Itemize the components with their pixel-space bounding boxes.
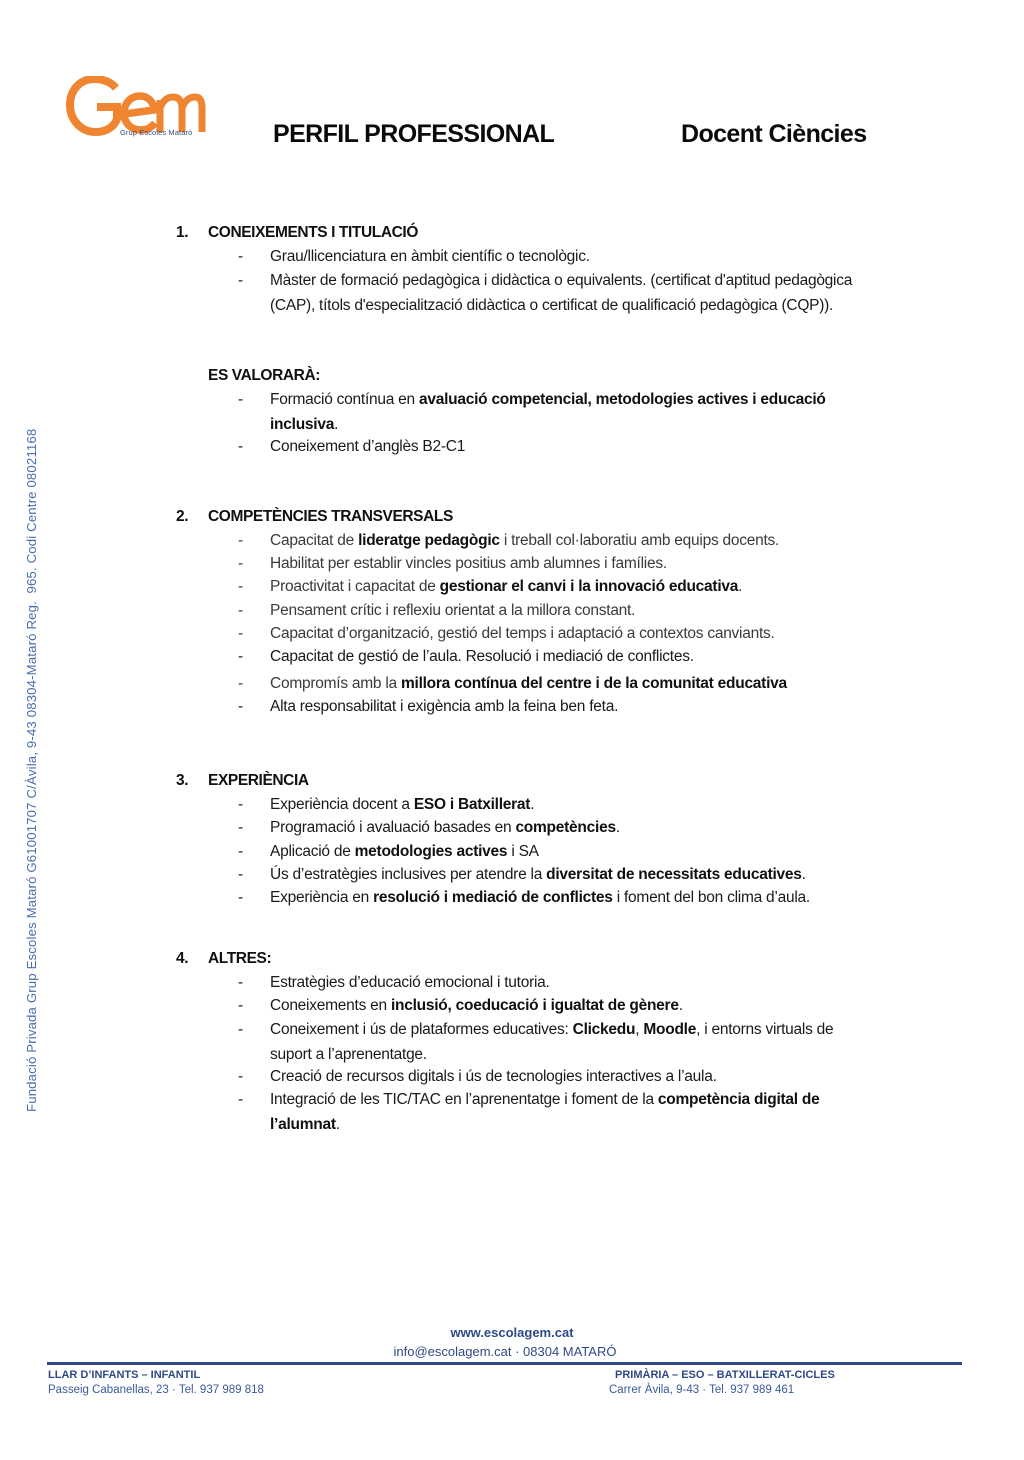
list-item: - Aplicació de metodologies actives i SA [238, 843, 539, 860]
page-title: PERFIL PROFESSIONAL [273, 120, 555, 148]
contact-email-link[interactable]: info@escolagem.cat · 08304 MATARÓ [393, 1344, 617, 1359]
list-item: - Capacitat de gestió de l’aula. Resolució i mediació de conflictes. [238, 648, 694, 665]
footer-right-title: PRIMÀRIA – ESO – BATXILLERAT-CICLES [615, 1369, 835, 1381]
list-item: - Experiència en resolució i mediació de conflictes i foment del bon clima d’aula. [238, 889, 810, 906]
list-item: - Habilitat per establir vincles positius amb alumnes i famílies. [238, 555, 667, 572]
list-item: - Coneixement i ús de plataformes educatives: Clickedu, Moodle, i entorns virtuals de suport a l’aprenentatge. [238, 1021, 834, 1063]
list-item: - Estratègies d’educació emocional i tutoria. [238, 974, 550, 991]
list-item: - Capacitat d’organització, gestió del temps i adaptació a contextos canviants. [238, 625, 775, 642]
list-item: - Ús d’estratègies inclusives per atendre la diversitat de necessitats educatives. [238, 866, 806, 883]
list-item: - Experiència docent a ESO i Batxillerat. [238, 796, 535, 813]
list-item: - Integració de les TIC/TAC en l’aprenentatge i foment de la competència digital de l’alumnat. [238, 1091, 820, 1133]
list-item: - Formació contínua en avaluació competencial, metodologies actives i educació inclusiva. [238, 391, 826, 433]
position-title: Docent Ciències [681, 120, 867, 148]
list-item: - Coneixements en inclusió, coeducació i igualtat de gènere. [238, 997, 683, 1014]
section-heading-3: 3. EXPERIÈNCIA [176, 772, 309, 789]
subsection-heading-es-valorara: ES VALORARÀ: [208, 367, 321, 384]
list-item: - Grau/llicenciatura en àmbit científic o tecnològic. [238, 248, 590, 265]
section-heading-4: 4. ALTRES: [176, 950, 272, 967]
list-item: - Creació de recursos digitals i ús de tecnologies interactives a l’aula. [238, 1068, 717, 1085]
website-link[interactable]: www.escolagem.cat [450, 1325, 574, 1340]
list-item: - Alta responsabilitat i exigència amb la feina ben feta. [238, 698, 619, 715]
footer-right-address: Carrer Àvila, 9-43 · Tel. 937 989 461 [609, 1384, 795, 1396]
footer-left-address: Passeig Cabanellas, 23 · Tel. 937 989 818 [48, 1384, 264, 1396]
list-item: - Coneixement d’anglès B2-C1 [238, 438, 466, 455]
footer-divider [47, 1362, 962, 1365]
logo-subtitle: Grup Escoles Mataró [120, 128, 193, 137]
section-heading-1: 1. CONEIXEMENTS I TITULACIÓ [176, 224, 418, 241]
list-item: - Programació i avaluació basades en competències. [238, 819, 620, 836]
gem-logo-icon [66, 76, 206, 136]
list-item: - Proactivitat i capacitat de gestionar el canvi i la innovació educativa. [238, 578, 743, 595]
gem-logo [66, 76, 206, 144]
legal-side-text: Fundació Privada Grup Escoles Mataró G61001707 C/Àvila, 9-43 08304-Mataró Reg. 965. Codi Centre 08021168 [24, 428, 39, 1112]
list-item: - Compromís amb la millora contínua del centre i de la comunitat educativa [238, 675, 787, 692]
footer-left-title: LLAR D’INFANTS – INFANTIL [48, 1369, 201, 1381]
list-item: - Pensament crític i reflexiu orientat a la millora constant. [238, 602, 636, 619]
section-heading-2: 2. COMPETÈNCIES TRANSVERSALS [176, 508, 453, 525]
list-item: - Màster de formació pedagògica i didàctica o equivalents. (certificat d'aptitud pedagògica (CAP), títols d'especialització didàctica o certificat de qualificació pedagògica (CQP)). [238, 272, 853, 314]
list-item: - Capacitat de lideratge pedagògic i treball col·laboratiu amb equips docents. [238, 532, 780, 549]
